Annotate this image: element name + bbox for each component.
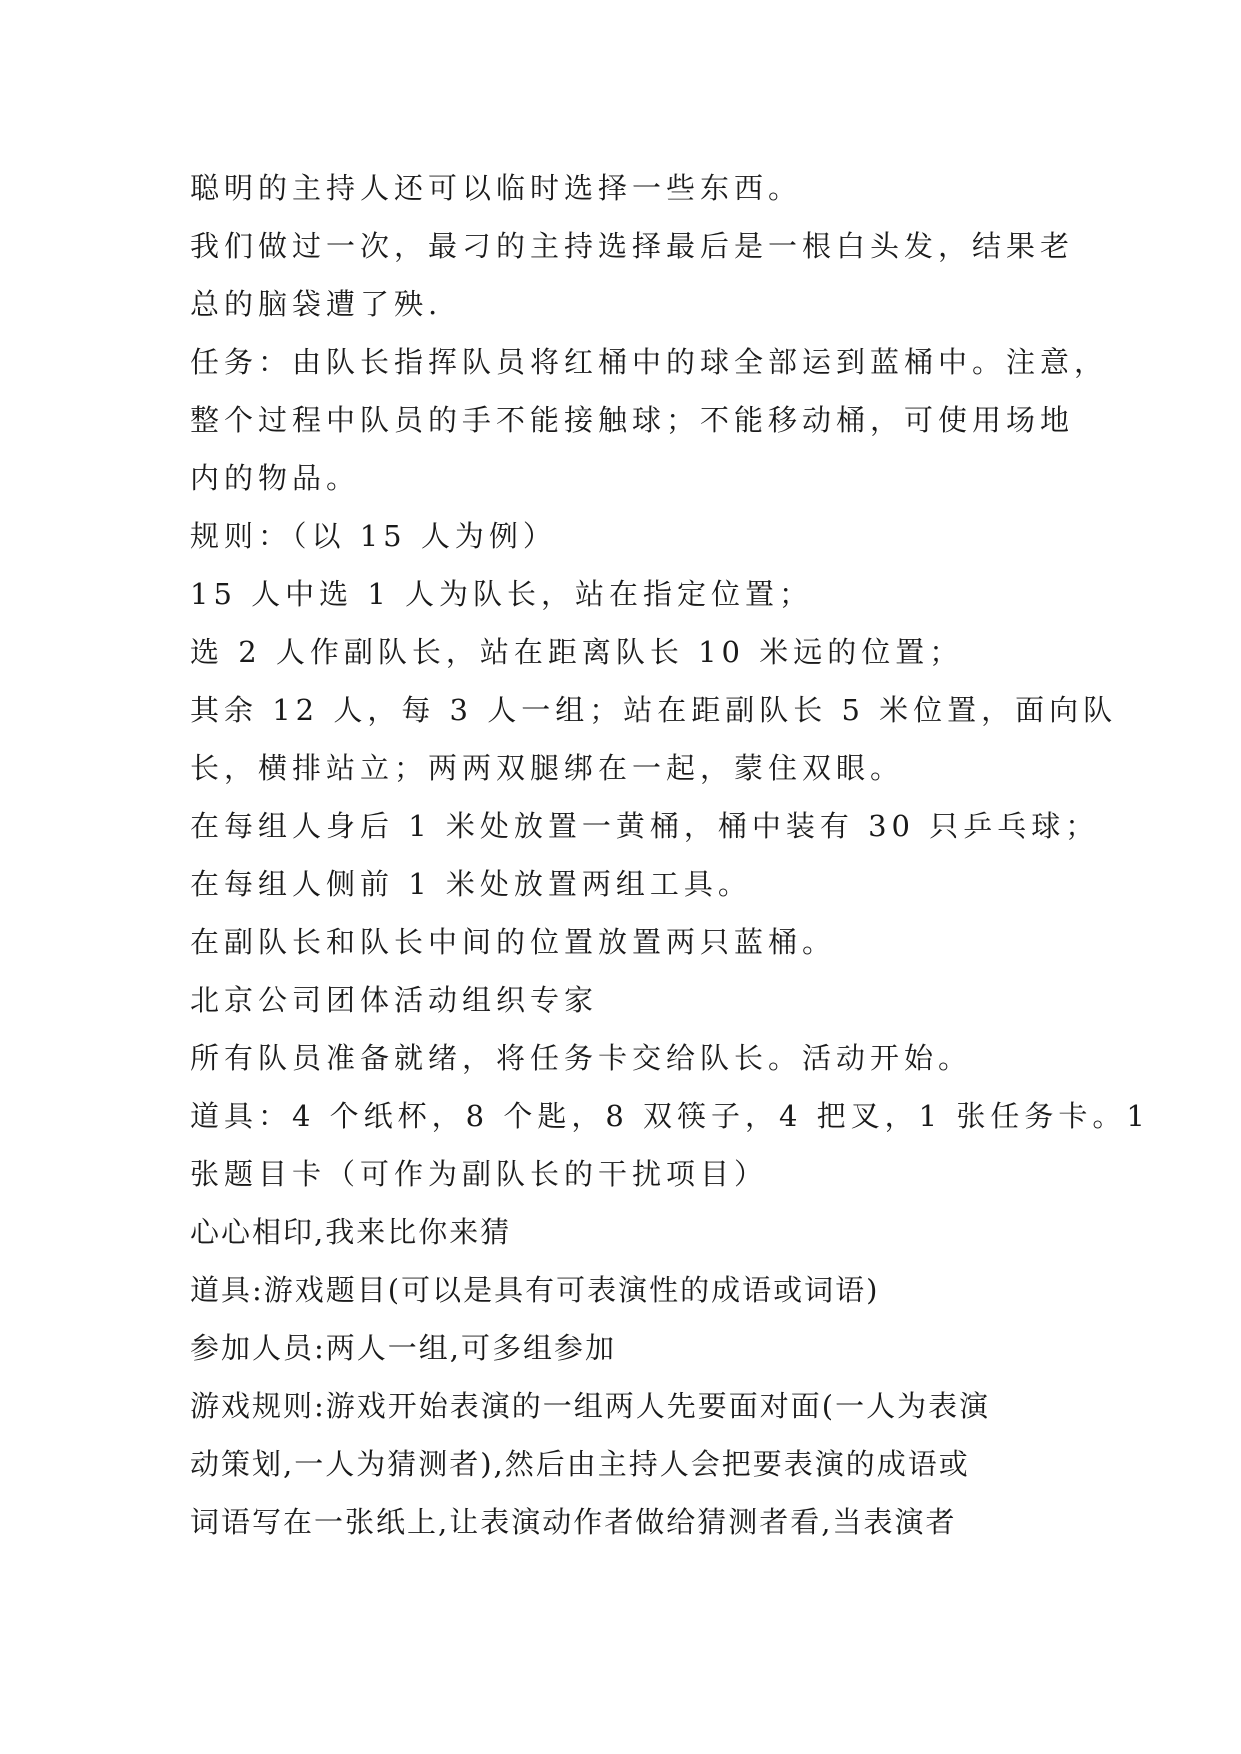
- text-line: 参加人员:两人一组,可多组参加: [190, 1331, 616, 1365]
- text-line: 词语写在一张纸上,让表演动作者做给猜测者看,当表演者: [190, 1505, 957, 1539]
- text-line: 心心相印,我来比你来猜: [190, 1215, 512, 1249]
- text-line: 在每组人侧前 1 米处放置两组工具。: [190, 867, 752, 901]
- text-line: 聪明的主持人还可以临时选择一些东西。: [190, 171, 803, 205]
- text-line: 张题目卡（可作为副队长的干扰项目）: [190, 1157, 769, 1191]
- text-line: 在副队长和队长中间的位置放置两只蓝桶。: [190, 925, 837, 959]
- text-line: 道具:游戏题目(可以是具有可表演性的成语或词语): [190, 1273, 880, 1307]
- text-line: 总的脑袋遭了殃.: [190, 287, 443, 321]
- document-body: [190, 159, 1150, 1551]
- text-line: 我们做过一次，最刁的主持选择最后是一根白头发，结果老: [190, 229, 1075, 263]
- text-line: 其余 12 人，每 3 人一组；站在距副队长 5 米位置，面向队: [190, 693, 1118, 727]
- text-line: 长，横排站立；两两双腿绑在一起，蒙住双眼。: [190, 751, 905, 785]
- text-line: 规则：（以 15 人为例）: [190, 519, 557, 553]
- text-line: 道具：4 个纸杯，8 个匙，8 双筷子，4 把叉，1 张任务卡。1: [190, 1099, 1150, 1133]
- text-line: 15 人中选 1 人为队长，站在指定位置；: [190, 577, 814, 611]
- text-line: 整个过程中队员的手不能接触球；不能移动桶，可使用场地: [190, 403, 1075, 437]
- text-line: 北京公司团体活动组织专家: [190, 983, 599, 1017]
- text-line: 动策划,一人为猜测者),然后由主持人会把要表演的成语或: [190, 1447, 970, 1481]
- text-line: 所有队员准备就绪，将任务卡交给队长。活动开始。: [190, 1041, 973, 1075]
- text-line: 游戏规则:游戏开始表演的一组两人先要面对面(一人为表演: [190, 1389, 991, 1423]
- text-line: 在每组人身后 1 米处放置一黄桶，桶中装有 30 只乒乓球；: [190, 809, 1100, 843]
- text-line: 选 2 人作副队长，站在距离队长 10 米远的位置；: [190, 635, 964, 669]
- text-line: 任务：由队长指挥队员将红桶中的球全部运到蓝桶中。注意，: [190, 345, 1109, 379]
- text-line: 内的物品。: [190, 461, 361, 495]
